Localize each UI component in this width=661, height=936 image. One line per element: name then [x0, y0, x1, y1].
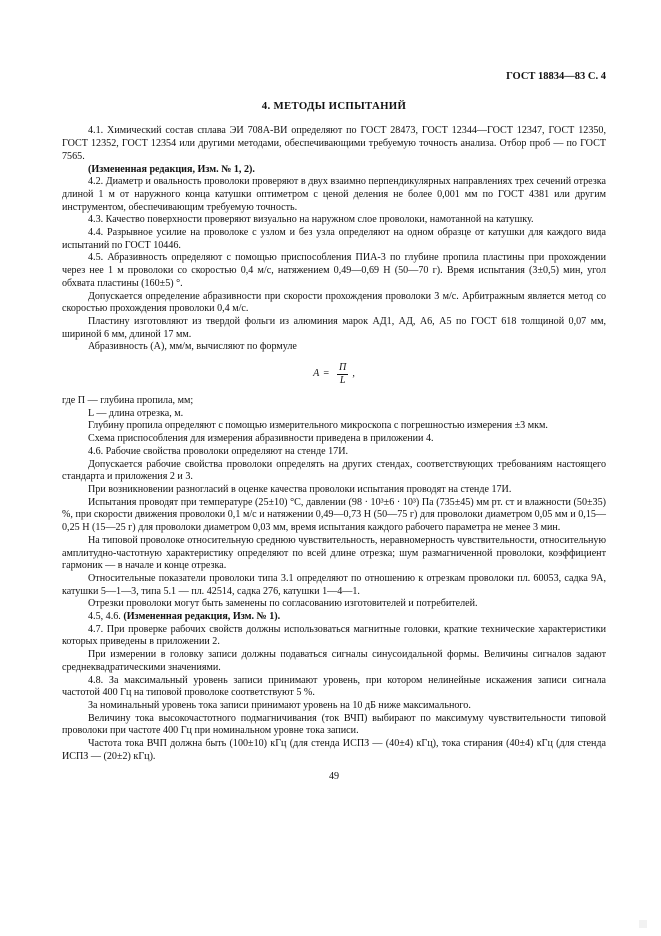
amendment-note: 4.5, 4.6. (Измененная редакция, Изм. № 1).	[88, 611, 281, 623]
paragraph: где П — глубина пропила, мм;	[62, 395, 194, 407]
formula-numerator: П	[339, 361, 347, 373]
corner-mark-icon	[639, 920, 647, 928]
paragraph: Абразивность (А), мм/м, вычисляют по формуле	[88, 341, 297, 353]
paragraph: За номинальный уровень тока записи принимают уровень на 10 дБ ниже максимального.	[88, 699, 471, 711]
document-page	[62, 56, 606, 784]
paragraph: 4.8. За максимальный уровень записи принимают уровень, при котором нелинейные искажения записи сигнала частотой 400 Гц на типовой проволоке соответствуют 5 %.	[62, 674, 606, 699]
page-number: 49	[328, 771, 340, 783]
formula-tail: ,	[352, 367, 355, 379]
paragraph: 4.6. Рабочие свойства проволоки определяют на стенде 17И.	[88, 445, 349, 457]
paragraph: Отрезки проволоки могут быть заменены по согласованию изготовителей и потребителей.	[88, 598, 478, 610]
paragraph: 4.1. Химический состав сплава ЭИ 708А-ВИ определяют по ГОСТ 28473, ГОСТ 12344—ГОСТ 12347, ГОСТ 12350, ГОСТ 12352, ГОСТ 12354 или другими методами, обеспечивающими требуемую точность анализа. Отбор проб — по ГОСТ 7565.	[62, 125, 606, 162]
formula-lhs: A	[313, 367, 320, 379]
standard-reference: ГОСТ 18834—83 С. 4	[506, 71, 606, 82]
paragraph: Схема приспособления для измерения абразивности приведена в приложении 4.	[88, 433, 434, 445]
paragraph: L — длина отрезка, м.	[88, 407, 184, 419]
paragraph: 4.2. Диаметр и овальность проволоки проверяют в двух взаимно перпендикулярных направлениях трех сечений отрезка длиной 1 м от наружного конца катушки оптиметром с ценой деления не более 0,001 мм по ГОСТ 4381 или другим инструментом, обеспечивающим требуемую точность.	[62, 176, 606, 213]
paragraph: Частота тока ВЧП должна быть (100±10) кГц (для стенда ИСПЗ — (40±4) кГц), тока стирания (40±4) кГц (для стенда ИСПЗ — (20±2) кГц).	[62, 738, 606, 762]
formula-denominator: L	[339, 374, 346, 386]
paragraph: 4.3. Качество поверхности проверяют визуально на наружном слое проволоки, намотанной на катушку.	[88, 214, 534, 226]
paragraph: Допускается определение абразивности при скорости прохождения проволоки 3 м/с. Арбитражным является метод со скоростью прохождения проволоки 0,4 м/с.	[62, 290, 606, 315]
paragraph: Допускается рабочие свойства проволоки определять на других стендах, соответствующих требованиям настоящего стандарта и приложения 2 и 3.	[62, 458, 606, 483]
abrasiveness-formula	[62, 356, 606, 392]
formula-equals: =	[323, 367, 330, 379]
formula-fraction	[337, 362, 348, 387]
paragraph: Глубину пропила определяют с помощью измерительного микроскопа с погрешностью измерения ±3 мкм.	[88, 420, 548, 432]
section-title: 4. МЕТОДЫ ИСПЫТАНИЙ	[261, 99, 407, 112]
paragraph: 4.4. Разрывное усилие на проволоке с узлом и без узла определяют на одном образце от катушки для каждого вида испытаний по ГОСТ 10446.	[62, 227, 606, 251]
amendment-note: (Измененная редакция, Изм. № 1, 2).	[88, 163, 255, 175]
paragraph: Относительные показатели проволоки типа 3.1 определяют по отношению к отрезкам проволоки пл. 60053, садка 9А, катушки 5—1—3, типа 5.1 — пл. 42514, садка 276, катушки 1—4—1.	[62, 572, 606, 597]
paragraph: При измерении в головку записи должны подаваться сигналы синусоидальной формы. Величины сигналов задают среднеквадратическими значениями.	[62, 649, 606, 673]
paragraph: Испытания проводят при температуре (25±10) °С, давлении (98 · 10³±6 · 10³) Па (735±45) мм рт. ст и влажности (50±35) %, при скорости движения проволоки 0,1 м/с и натяжении 0,49—0,73 Н (50—75 г) для проволоки диаметром 0,05 мм и 0,15—0,25 Н (15—25 г) для проволоки диаметром 0,03 мм, время испытания каждого рабочего параметра не менее 3 мин.	[62, 496, 606, 534]
paragraph: При возникновении разногласий в оценке качества проволоки испытания проводят на стенде 17И.	[88, 483, 512, 495]
paragraph: 4.5. Абразивность определяют с помощью приспособления ПИА-3 по глубине пропила пластины при прохождении через нее 1 м проволоки со скоростью 0,4 м/с, натяжением 0,49—0,69 Н (50—70 г). Время испытания (3±0,5) мин, угол обхвата пластины (160±5) °.	[62, 252, 606, 289]
paragraph: Величину тока высокочастотного подмагничивания (ток ВЧП) выбирают по максимуму чувствительности типовой проволоки при частоте 400 Гц при номинальном уровне тока записи.	[62, 712, 606, 737]
paragraph: На типовой проволоке относительную среднюю чувствительность, неравномерность чувствительности, относительную амплитудно-частотную характеристику определяют по всей длине отрезка; шум размагниченной проволоки, коэффициент гармоник — в начале и конце отрезка.	[62, 534, 606, 572]
paragraph: Пластину изготовляют из твердой фольги из алюминия марок АД1, АД, А6, А5 по ГОСТ 618 толщиной 0,07 мм, шириной 6 мм, длиной 17 мм.	[62, 315, 606, 340]
paragraph: 4.7. При проверке рабочих свойств должны использоваться магнитные головки, краткие технические характеристики которых приведены в приложении 2.	[62, 623, 606, 648]
